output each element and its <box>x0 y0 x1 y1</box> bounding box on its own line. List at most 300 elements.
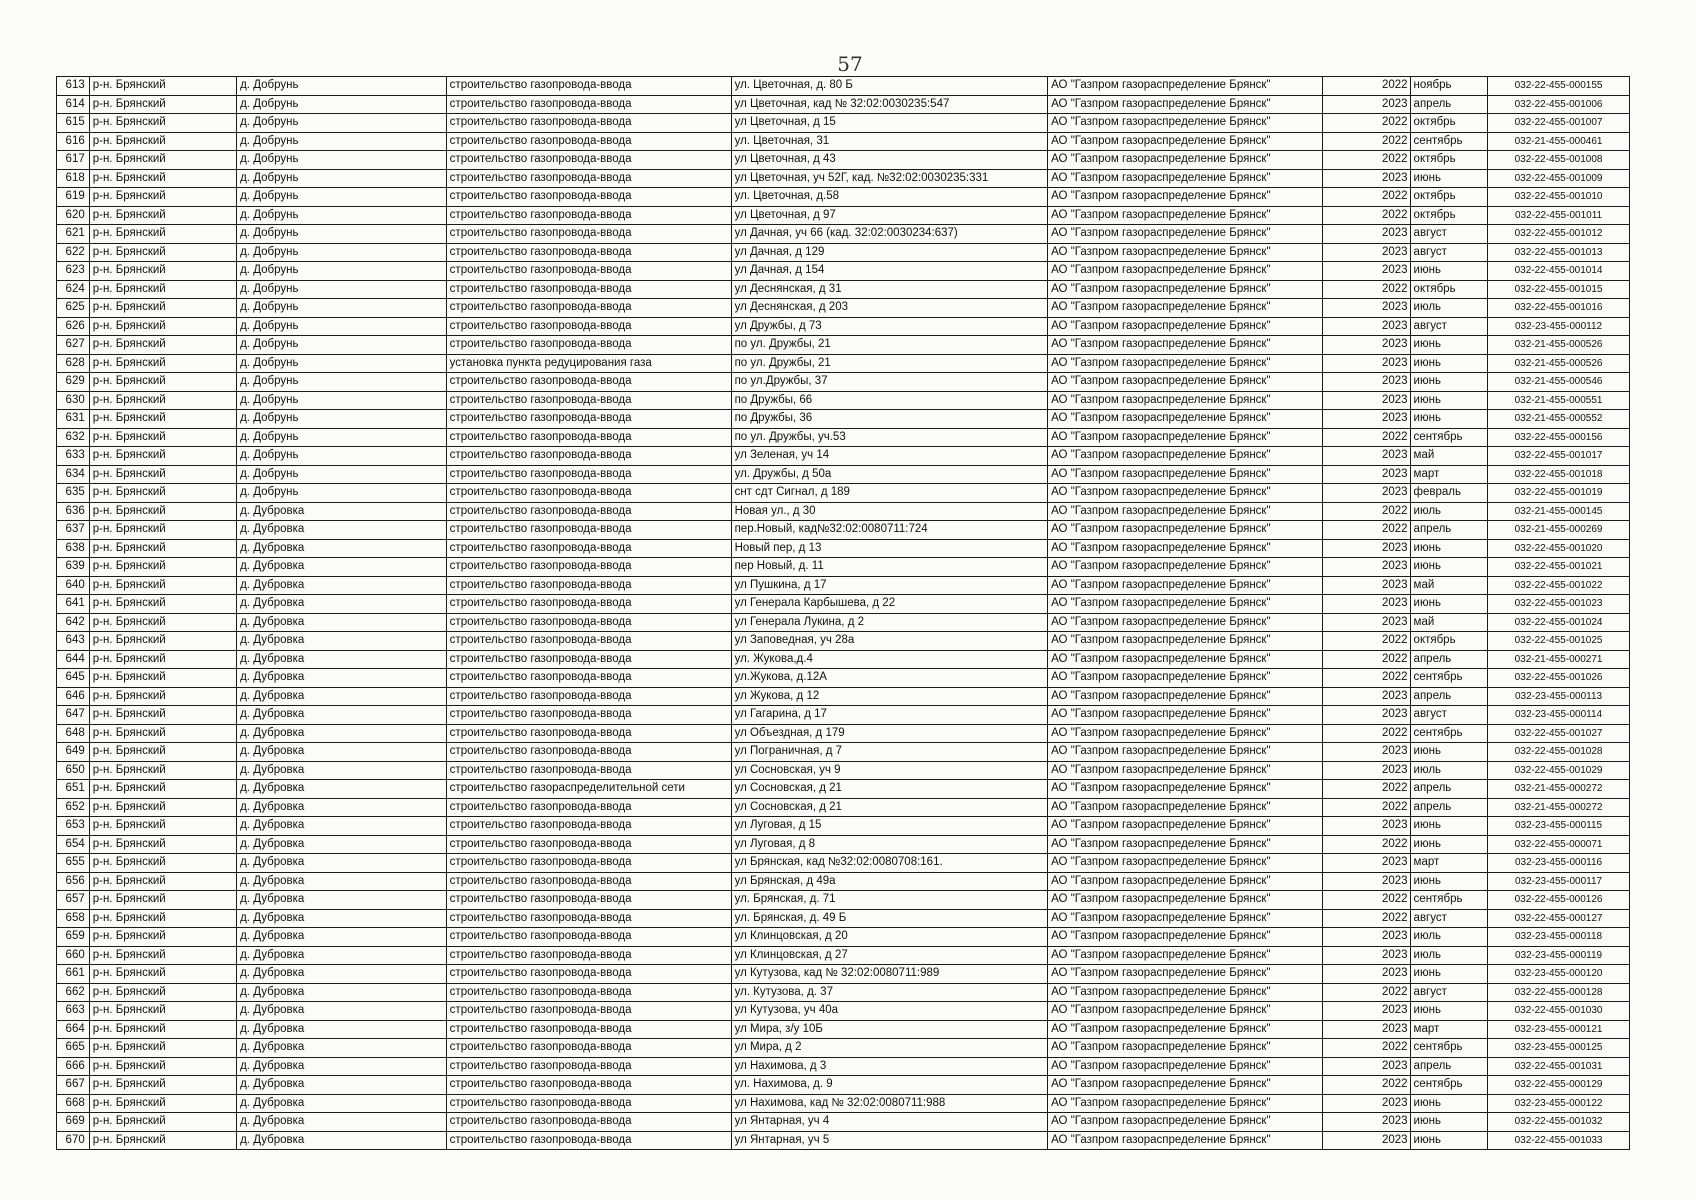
cell-work-type: строительство газопровода-ввода <box>446 336 731 355</box>
cell-organization: АО "Газпром газораспределение Брянск" <box>1048 558 1323 577</box>
cell-work-type: строительство газопровода-ввода <box>446 761 731 780</box>
table-row <box>57 1057 1630 1076</box>
cell-address: ул Генерала Карбышева, д 22 <box>731 595 1048 614</box>
cell-settlement: д. Добрунь <box>237 114 447 133</box>
cell-row-number: 634 <box>57 465 90 484</box>
cell-organization: АО "Газпром газораспределение Брянск" <box>1048 743 1323 762</box>
cell-work-type: строительство газопровода-ввода <box>446 669 731 688</box>
cell-work-type: строительство газопровода-ввода <box>446 188 731 207</box>
cell-district: р-н. Брянский <box>89 872 236 891</box>
cell-month: апрель <box>1410 687 1488 706</box>
cell-year: 2022 <box>1323 188 1410 207</box>
cell-application-code: 032-22-455-000156 <box>1488 428 1630 447</box>
cell-year: 2022 <box>1323 428 1410 447</box>
cell-organization: АО "Газпром газораспределение Брянск" <box>1048 1113 1323 1132</box>
cell-address: ул. Брянская, д. 71 <box>731 891 1048 910</box>
cell-application-code: 032-21-455-000546 <box>1488 373 1630 392</box>
cell-settlement: д. Дубровка <box>237 891 447 910</box>
cell-work-type: строительство газопровода-ввода <box>446 1094 731 1113</box>
cell-district: р-н. Брянский <box>89 946 236 965</box>
cell-row-number: 653 <box>57 817 90 836</box>
cell-settlement: д. Добрунь <box>237 484 447 503</box>
cell-year: 2022 <box>1323 206 1410 225</box>
table-row <box>57 891 1630 910</box>
table-row <box>57 95 1630 114</box>
cell-month: июнь <box>1410 743 1488 762</box>
cell-organization: АО "Газпром газораспределение Брянск" <box>1048 835 1323 854</box>
cell-address: ул. Цветочная, д. 80 Б <box>731 77 1048 96</box>
cell-year: 2022 <box>1323 132 1410 151</box>
cell-settlement: д. Добрунь <box>237 447 447 466</box>
cell-work-type: строительство газопровода-ввода <box>446 1020 731 1039</box>
cell-year: 2023 <box>1323 1057 1410 1076</box>
cell-address: ул Брянская, д 49а <box>731 872 1048 891</box>
cell-settlement: д. Дубровка <box>237 1020 447 1039</box>
cell-year: 2022 <box>1323 909 1410 928</box>
cell-year: 2023 <box>1323 706 1410 725</box>
cell-application-code: 032-22-455-001030 <box>1488 1002 1630 1021</box>
table-row <box>57 687 1630 706</box>
cell-row-number: 626 <box>57 317 90 336</box>
cell-district: р-н. Брянский <box>89 1131 236 1150</box>
table-row <box>57 243 1630 262</box>
cell-row-number: 651 <box>57 780 90 799</box>
cell-district: р-н. Брянский <box>89 613 236 632</box>
table-row <box>57 706 1630 725</box>
table-row <box>57 965 1630 984</box>
cell-district: р-н. Брянский <box>89 77 236 96</box>
cell-application-code: 032-22-455-000155 <box>1488 77 1630 96</box>
table-row <box>57 539 1630 558</box>
cell-settlement: д. Дубровка <box>237 928 447 947</box>
cell-row-number: 621 <box>57 225 90 244</box>
cell-month: июнь <box>1410 336 1488 355</box>
table-row <box>57 410 1630 429</box>
cell-application-code: 032-23-455-000121 <box>1488 1020 1630 1039</box>
cell-settlement: д. Дубровка <box>237 576 447 595</box>
cell-year: 2022 <box>1323 724 1410 743</box>
cell-organization: АО "Газпром газораспределение Брянск" <box>1048 595 1323 614</box>
cell-application-code: 032-21-455-000272 <box>1488 780 1630 799</box>
cell-application-code: 032-22-455-000128 <box>1488 983 1630 1002</box>
cell-organization: АО "Газпром газораспределение Брянск" <box>1048 928 1323 947</box>
cell-organization: АО "Газпром газораспределение Брянск" <box>1048 724 1323 743</box>
cell-address: ул Пушкина, д 17 <box>731 576 1048 595</box>
cell-month: май <box>1410 576 1488 595</box>
cell-application-code: 032-23-455-000125 <box>1488 1039 1630 1058</box>
cell-application-code: 032-21-455-000552 <box>1488 410 1630 429</box>
cell-year: 2023 <box>1323 872 1410 891</box>
cell-application-code: 032-21-455-000145 <box>1488 502 1630 521</box>
cell-month: ноябрь <box>1410 77 1488 96</box>
cell-year: 2023 <box>1323 558 1410 577</box>
cell-work-type: строительство газопровода-ввода <box>446 558 731 577</box>
cell-year: 2022 <box>1323 1076 1410 1095</box>
cell-application-code: 032-22-455-001024 <box>1488 613 1630 632</box>
cell-year: 2023 <box>1323 262 1410 281</box>
cell-application-code: 032-22-455-000071 <box>1488 835 1630 854</box>
cell-work-type: строительство газопровода-ввода <box>446 946 731 965</box>
cell-work-type: строительство газопровода-ввода <box>446 706 731 725</box>
cell-month: июнь <box>1410 595 1488 614</box>
cell-district: р-н. Брянский <box>89 151 236 170</box>
cell-district: р-н. Брянский <box>89 169 236 188</box>
cell-year: 2023 <box>1323 299 1410 318</box>
cell-settlement: д. Дубровка <box>237 687 447 706</box>
cell-district: р-н. Брянский <box>89 188 236 207</box>
cell-settlement: д. Дубровка <box>237 669 447 688</box>
cell-application-code: 032-22-455-001006 <box>1488 95 1630 114</box>
table-row <box>57 576 1630 595</box>
cell-organization: АО "Газпром газораспределение Брянск" <box>1048 650 1323 669</box>
cell-district: р-н. Брянский <box>89 1057 236 1076</box>
cell-address: по Дружбы, 36 <box>731 410 1048 429</box>
cell-year: 2023 <box>1323 169 1410 188</box>
cell-month: июль <box>1410 928 1488 947</box>
cell-district: р-н. Брянский <box>89 854 236 873</box>
cell-settlement: д. Дубровка <box>237 502 447 521</box>
cell-application-code: 032-22-455-001013 <box>1488 243 1630 262</box>
cell-organization: АО "Газпром газораспределение Брянск" <box>1048 687 1323 706</box>
cell-address: пер.Новый, кад№32:02:0080711:724 <box>731 521 1048 540</box>
cell-row-number: 630 <box>57 391 90 410</box>
cell-month: июнь <box>1410 872 1488 891</box>
cell-work-type: строительство газопровода-ввода <box>446 95 731 114</box>
cell-organization: АО "Газпром газораспределение Брянск" <box>1048 1094 1323 1113</box>
cell-work-type: строительство газопровода-ввода <box>446 576 731 595</box>
cell-settlement: д. Дубровка <box>237 946 447 965</box>
cell-year: 2023 <box>1323 817 1410 836</box>
cell-work-type: строительство газопровода-ввода <box>446 243 731 262</box>
cell-year: 2023 <box>1323 447 1410 466</box>
cell-month: март <box>1410 854 1488 873</box>
cell-row-number: 661 <box>57 965 90 984</box>
cell-settlement: д. Добрунь <box>237 299 447 318</box>
table-row <box>57 336 1630 355</box>
cell-row-number: 664 <box>57 1020 90 1039</box>
cell-organization: АО "Газпром газораспределение Брянск" <box>1048 336 1323 355</box>
cell-year: 2022 <box>1323 650 1410 669</box>
cell-work-type: строительство газопровода-ввода <box>446 521 731 540</box>
table-row <box>57 780 1630 799</box>
cell-organization: АО "Газпром газораспределение Брянск" <box>1048 1076 1323 1095</box>
table-row <box>57 835 1630 854</box>
cell-organization: АО "Газпром газораспределение Брянск" <box>1048 410 1323 429</box>
cell-settlement: д. Дубровка <box>237 595 447 614</box>
cell-row-number: 646 <box>57 687 90 706</box>
cell-settlement: д. Дубровка <box>237 1131 447 1150</box>
cell-year: 2022 <box>1323 151 1410 170</box>
cell-organization: АО "Газпром газораспределение Брянск" <box>1048 225 1323 244</box>
cell-work-type: строительство газопровода-ввода <box>446 687 731 706</box>
table-row <box>57 1076 1630 1095</box>
cell-application-code: 032-22-455-001018 <box>1488 465 1630 484</box>
cell-organization: АО "Газпром газораспределение Брянск" <box>1048 1131 1323 1150</box>
cell-row-number: 632 <box>57 428 90 447</box>
cell-settlement: д. Дубровка <box>237 539 447 558</box>
cell-settlement: д. Добрунь <box>237 373 447 392</box>
table-row <box>57 151 1630 170</box>
cell-row-number: 638 <box>57 539 90 558</box>
cell-year: 2023 <box>1323 743 1410 762</box>
cell-row-number: 670 <box>57 1131 90 1150</box>
gasification-table <box>56 76 1630 1150</box>
cell-address: ул Объездная, д 179 <box>731 724 1048 743</box>
cell-application-code: 032-22-455-000126 <box>1488 891 1630 910</box>
cell-application-code: 032-22-455-001020 <box>1488 539 1630 558</box>
cell-address: ул Дачная, уч 66 (кад. 32:02:0030234:637) <box>731 225 1048 244</box>
cell-year: 2022 <box>1323 521 1410 540</box>
cell-address: ул Жукова, д 12 <box>731 687 1048 706</box>
table-row <box>57 188 1630 207</box>
table-row <box>57 761 1630 780</box>
cell-district: р-н. Брянский <box>89 595 236 614</box>
table-row <box>57 428 1630 447</box>
cell-work-type: строительство газопровода-ввода <box>446 151 731 170</box>
cell-year: 2023 <box>1323 1131 1410 1150</box>
cell-year: 2023 <box>1323 595 1410 614</box>
cell-settlement: д. Добрунь <box>237 243 447 262</box>
cell-application-code: 032-21-455-000269 <box>1488 521 1630 540</box>
cell-address: ул. Нахимова, д. 9 <box>731 1076 1048 1095</box>
table-row <box>57 558 1630 577</box>
cell-address: ул Дачная, д 129 <box>731 243 1048 262</box>
table-row <box>57 225 1630 244</box>
cell-address: ул Заповедная, уч 28а <box>731 632 1048 651</box>
cell-row-number: 659 <box>57 928 90 947</box>
cell-organization: АО "Газпром газораспределение Брянск" <box>1048 669 1323 688</box>
cell-work-type: строительство газопровода-ввода <box>446 1113 731 1132</box>
cell-month: июнь <box>1410 1094 1488 1113</box>
cell-settlement: д. Дубровка <box>237 632 447 651</box>
cell-application-code: 032-22-455-001016 <box>1488 299 1630 318</box>
cell-row-number: 666 <box>57 1057 90 1076</box>
cell-settlement: д. Добрунь <box>237 188 447 207</box>
cell-work-type: строительство газопровода-ввода <box>446 1057 731 1076</box>
cell-settlement: д. Дубровка <box>237 724 447 743</box>
cell-year: 2023 <box>1323 354 1410 373</box>
cell-row-number: 648 <box>57 724 90 743</box>
cell-application-code: 032-23-455-000115 <box>1488 817 1630 836</box>
cell-district: р-н. Брянский <box>89 317 236 336</box>
table-row <box>57 262 1630 281</box>
cell-organization: АО "Газпром газораспределение Брянск" <box>1048 872 1323 891</box>
table-row <box>57 632 1630 651</box>
table-row <box>57 946 1630 965</box>
cell-district: р-н. Брянский <box>89 558 236 577</box>
cell-address: по ул. Дружбы, 21 <box>731 354 1048 373</box>
cell-address: ул Генерала Лукина, д 2 <box>731 613 1048 632</box>
cell-address: ул. Цветочная, 31 <box>731 132 1048 151</box>
cell-address: ул Цветочная, д 15 <box>731 114 1048 133</box>
cell-application-code: 032-22-455-001014 <box>1488 262 1630 281</box>
cell-work-type: строительство газопровода-ввода <box>446 299 731 318</box>
cell-organization: АО "Газпром газораспределение Брянск" <box>1048 262 1323 281</box>
cell-row-number: 644 <box>57 650 90 669</box>
cell-work-type: строительство газопровода-ввода <box>446 1076 731 1095</box>
cell-row-number: 642 <box>57 613 90 632</box>
cell-district: р-н. Брянский <box>89 521 236 540</box>
cell-district: р-н. Брянский <box>89 761 236 780</box>
cell-application-code: 032-23-455-000116 <box>1488 854 1630 873</box>
cell-settlement: д. Дубровка <box>237 780 447 799</box>
cell-district: р-н. Брянский <box>89 1094 236 1113</box>
cell-month: июнь <box>1410 169 1488 188</box>
cell-application-code: 032-22-455-001010 <box>1488 188 1630 207</box>
table-row <box>57 854 1630 873</box>
cell-district: р-н. Брянский <box>89 1113 236 1132</box>
cell-settlement: д. Дубровка <box>237 817 447 836</box>
cell-application-code: 032-21-455-000526 <box>1488 354 1630 373</box>
cell-year: 2023 <box>1323 484 1410 503</box>
cell-organization: АО "Газпром газораспределение Брянск" <box>1048 761 1323 780</box>
cell-application-code: 032-22-455-001027 <box>1488 724 1630 743</box>
cell-application-code: 032-22-455-000127 <box>1488 909 1630 928</box>
cell-year: 2023 <box>1323 465 1410 484</box>
cell-work-type: строительство газопровода-ввода <box>446 891 731 910</box>
cell-district: р-н. Брянский <box>89 669 236 688</box>
cell-row-number: 662 <box>57 983 90 1002</box>
cell-work-type: строительство газопровода-ввода <box>446 872 731 891</box>
cell-work-type: строительство газопровода-ввода <box>446 77 731 96</box>
cell-year: 2022 <box>1323 1039 1410 1058</box>
cell-row-number: 667 <box>57 1076 90 1095</box>
cell-year: 2023 <box>1323 1113 1410 1132</box>
cell-year: 2022 <box>1323 983 1410 1002</box>
cell-month: апрель <box>1410 780 1488 799</box>
cell-address: ул Мира, з/у 10Б <box>731 1020 1048 1039</box>
cell-month: июнь <box>1410 835 1488 854</box>
cell-month: февраль <box>1410 484 1488 503</box>
table-row <box>57 724 1630 743</box>
cell-district: р-н. Брянский <box>89 114 236 133</box>
cell-organization: АО "Газпром газораспределение Брянск" <box>1048 521 1323 540</box>
cell-settlement: д. Дубровка <box>237 854 447 873</box>
cell-organization: АО "Газпром газораспределение Брянск" <box>1048 613 1323 632</box>
cell-row-number: 663 <box>57 1002 90 1021</box>
cell-district: р-н. Брянский <box>89 354 236 373</box>
cell-year: 2022 <box>1323 114 1410 133</box>
cell-application-code: 032-22-455-001026 <box>1488 669 1630 688</box>
cell-application-code: 032-22-455-001011 <box>1488 206 1630 225</box>
table-row <box>57 909 1630 928</box>
table-row <box>57 373 1630 392</box>
cell-district: р-н. Брянский <box>89 983 236 1002</box>
cell-work-type: установка пункта редуцирования газа <box>446 354 731 373</box>
cell-district: р-н. Брянский <box>89 428 236 447</box>
cell-row-number: 647 <box>57 706 90 725</box>
cell-row-number: 624 <box>57 280 90 299</box>
cell-settlement: д. Добрунь <box>237 391 447 410</box>
cell-address: ул Цветочная, кад № 32:02:0030235:547 <box>731 95 1048 114</box>
table-row <box>57 299 1630 318</box>
table-row <box>57 484 1630 503</box>
cell-application-code: 032-22-455-001033 <box>1488 1131 1630 1150</box>
cell-month: сентябрь <box>1410 1076 1488 1095</box>
cell-work-type: строительство газораспределительной сети <box>446 780 731 799</box>
table-row <box>57 391 1630 410</box>
table-row <box>57 1020 1630 1039</box>
table-row <box>57 1113 1630 1132</box>
cell-application-code: 032-21-455-000551 <box>1488 391 1630 410</box>
cell-organization: АО "Газпром газораспределение Брянск" <box>1048 502 1323 521</box>
cell-address: ул Гагарина, д 17 <box>731 706 1048 725</box>
cell-settlement: д. Дубровка <box>237 706 447 725</box>
cell-district: р-н. Брянский <box>89 909 236 928</box>
cell-row-number: 655 <box>57 854 90 873</box>
cell-application-code: 032-22-455-000129 <box>1488 1076 1630 1095</box>
cell-address: ул. Кутузова, д. 37 <box>731 983 1048 1002</box>
cell-address: Новый пер, д 13 <box>731 539 1048 558</box>
cell-district: р-н. Брянский <box>89 743 236 762</box>
cell-row-number: 658 <box>57 909 90 928</box>
cell-year: 2023 <box>1323 373 1410 392</box>
cell-application-code: 032-21-455-000461 <box>1488 132 1630 151</box>
cell-settlement: д. Дубровка <box>237 1113 447 1132</box>
cell-work-type: строительство газопровода-ввода <box>446 484 731 503</box>
table-row <box>57 114 1630 133</box>
cell-application-code: 032-22-455-001017 <box>1488 447 1630 466</box>
cell-district: р-н. Брянский <box>89 1020 236 1039</box>
cell-work-type: строительство газопровода-ввода <box>446 928 731 947</box>
cell-application-code: 032-23-455-000113 <box>1488 687 1630 706</box>
cell-work-type: строительство газопровода-ввода <box>446 835 731 854</box>
table-row <box>57 1131 1630 1150</box>
cell-district: р-н. Брянский <box>89 299 236 318</box>
cell-work-type: строительство газопровода-ввода <box>446 909 731 928</box>
cell-organization: АО "Газпром газораспределение Брянск" <box>1048 1002 1323 1021</box>
cell-month: июнь <box>1410 354 1488 373</box>
cell-settlement: д. Добрунь <box>237 225 447 244</box>
cell-district: р-н. Брянский <box>89 410 236 429</box>
table-row <box>57 983 1630 1002</box>
cell-month: март <box>1410 465 1488 484</box>
cell-year: 2022 <box>1323 835 1410 854</box>
cell-address: ул Зеленая, уч 14 <box>731 447 1048 466</box>
cell-year: 2023 <box>1323 225 1410 244</box>
cell-address: пер Новый, д. 11 <box>731 558 1048 577</box>
cell-row-number: 650 <box>57 761 90 780</box>
cell-district: р-н. Брянский <box>89 650 236 669</box>
cell-organization: АО "Газпром газораспределение Брянск" <box>1048 983 1323 1002</box>
cell-month: май <box>1410 447 1488 466</box>
cell-district: р-н. Брянский <box>89 687 236 706</box>
cell-address: ул Кутузова, кад № 32:02:0080711:989 <box>731 965 1048 984</box>
cell-organization: АО "Газпром газораспределение Брянск" <box>1048 1039 1323 1058</box>
cell-organization: АО "Газпром газораспределение Брянск" <box>1048 114 1323 133</box>
cell-month: октябрь <box>1410 151 1488 170</box>
cell-district: р-н. Брянский <box>89 373 236 392</box>
cell-month: август <box>1410 225 1488 244</box>
cell-row-number: 619 <box>57 188 90 207</box>
table-row <box>57 650 1630 669</box>
cell-settlement: д. Дубровка <box>237 1076 447 1095</box>
cell-month: март <box>1410 1020 1488 1039</box>
cell-district: р-н. Брянский <box>89 928 236 947</box>
cell-application-code: 032-22-455-001032 <box>1488 1113 1630 1132</box>
cell-address: ул Сосновская, уч 9 <box>731 761 1048 780</box>
cell-work-type: строительство газопровода-ввода <box>446 114 731 133</box>
cell-district: р-н. Брянский <box>89 465 236 484</box>
cell-month: октябрь <box>1410 206 1488 225</box>
cell-address: ул Дружбы, д 73 <box>731 317 1048 336</box>
cell-year: 2023 <box>1323 317 1410 336</box>
cell-address: снт сдт Сигнал, д 189 <box>731 484 1048 503</box>
cell-row-number: 660 <box>57 946 90 965</box>
cell-row-number: 618 <box>57 169 90 188</box>
cell-organization: АО "Газпром газораспределение Брянск" <box>1048 299 1323 318</box>
cell-organization: АО "Газпром газораспределение Брянск" <box>1048 280 1323 299</box>
